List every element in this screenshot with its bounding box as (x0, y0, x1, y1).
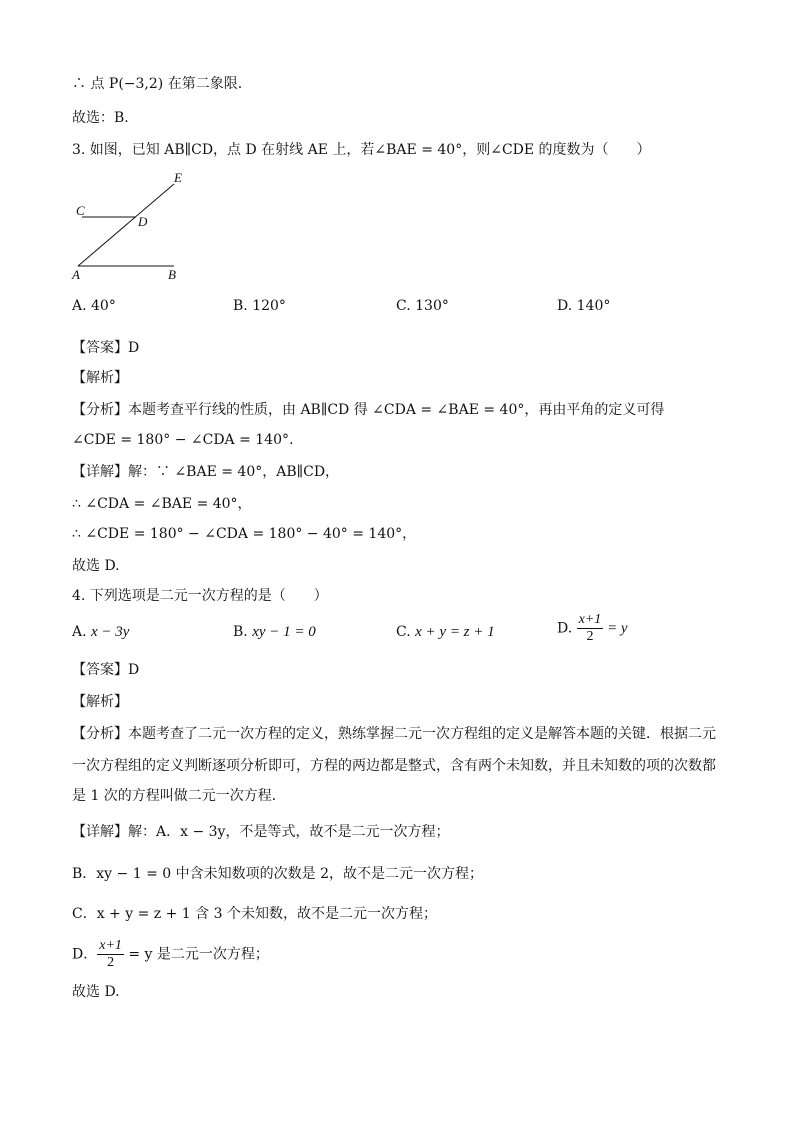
label-d: D (138, 214, 148, 229)
q4-detail-final: 故选 D. (72, 984, 120, 1000)
q4-detail-b: B．xy − 1 = 0 中含未知数项的次数是 2，故不是二元一次方程； (72, 866, 483, 882)
q4-analysis-3: 是 1 次的方程叫做二元一次方程． (72, 788, 286, 804)
q4-option-c: C. x + y = z + 1 (396, 624, 495, 640)
q4-detail-d: D． $\frac{x+1}{2}$ = y 是二元一次方程； (72, 938, 269, 970)
q3-detail-1: 【详解】解：∵ ∠BAE = 40°，AB∥CD， (72, 464, 340, 480)
q4-answer: 【答案】D (72, 662, 140, 678)
fraction-x-plus-1-over-2: $\frac{x+1}{2}$ (99, 938, 122, 970)
label-c: C (76, 203, 85, 218)
parallel-lines-figure (70, 170, 210, 285)
q4-option-a: A. x − 3y (72, 624, 130, 640)
q4-analysis-1: 【分析】本题考查了二元一次方程的定义，熟练掌握二元一次方程组的定义是解答本题的关键．根据二元 (72, 726, 716, 742)
choose-b-line: 故选：B. (72, 110, 129, 126)
q4-analysis-2: 一次方程组的定义判断逐项分析即可，方程的两边都是整式，含有两个未知数，并且未知数的项的次数都 (72, 758, 716, 774)
q4-detail-a: 【详解】解：A．x − 3y，不是等式，故不是二元一次方程； (72, 824, 450, 840)
q3-detail-3: ∴ ∠CDE = 180° − ∠CDA = 180° − 40° = 140°， (72, 526, 417, 542)
q3-option-b: B. 120° (233, 298, 286, 314)
q3-option-c: C. 130° (396, 298, 449, 314)
q3-analysis-2: ∠CDE = 180° − ∠CDA = 140°. (72, 432, 294, 448)
q3-detail-4: 故选 D. (72, 558, 120, 574)
q4-option-d: D. $\frac{x+1}{2}$ = y (557, 612, 628, 644)
q4-option-b: B. xy − 1 = 0 (233, 624, 316, 640)
q4-detail-c: C．x + y = z + 1 含 3 个未知数，故不是二元一次方程； (72, 906, 437, 922)
label-a: A (72, 267, 80, 282)
q3-option-d: D. 140° (557, 298, 611, 314)
label-b: B (168, 267, 176, 282)
q4-analysis-heading: 【解析】 (72, 694, 128, 710)
q3-option-a: A. 40° (72, 298, 116, 314)
question-3: 3. 如图，已知 AB∥CD，点 D 在射线 AE 上，若∠BAE = 40°，则∠CDE 的度数为（ ） (72, 142, 651, 158)
fraction-x-plus-1-over-2: $\frac{x+1}{2}$ (578, 612, 602, 644)
question-4: 4. 下列选项是二元一次方程的是（ ） (72, 588, 328, 604)
q3-analysis-1: 【分析】本题考查平行线的性质，由 AB∥CD 得 ∠CDA = ∠BAE = 40°，再由平角的定义可得 (72, 402, 665, 418)
conclusion-line: ∴ 点 P(−3,2) 在第二象限. (72, 76, 243, 92)
q3-detail-2: ∴ ∠CDA = ∠BAE = 40°， (72, 496, 252, 512)
ray-ae (78, 184, 174, 266)
label-e: E (174, 170, 182, 185)
q3-analysis-heading: 【解析】 (72, 370, 128, 386)
q3-answer: 【答案】D (72, 340, 140, 356)
